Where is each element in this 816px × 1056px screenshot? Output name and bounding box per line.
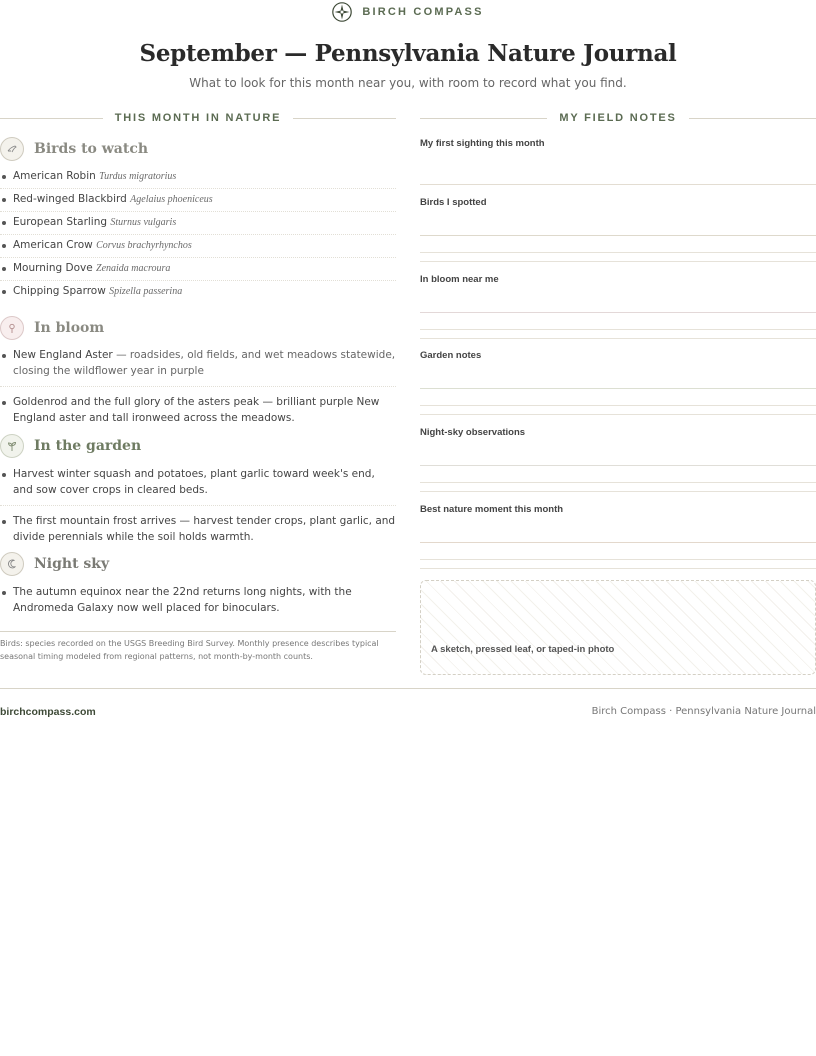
write-line[interactable]	[420, 312, 816, 313]
moon-icon	[0, 552, 24, 576]
list-item: American Crow Corvus brachyrhynchos	[0, 235, 396, 258]
sketch-label: A sketch, pressed leaf, or taped-in photo	[431, 644, 615, 655]
page-title: September — Pennsylvania Nature Journal	[139, 40, 677, 67]
brand	[0, 2, 816, 26]
section-heading-nature: THIS MONTH IN NATURE	[0, 110, 396, 126]
field-in-bloom[interactable]: In bloom near me	[420, 274, 816, 285]
write-line[interactable]	[420, 388, 816, 389]
category-night-sky	[0, 552, 396, 576]
write-line[interactable]	[420, 338, 816, 339]
list-item: New England Aster — roadsides, old fields, and wet meadows statewide, closing the wildflower year in purple	[0, 347, 396, 387]
category-title: In the garden	[34, 438, 142, 454]
compass-icon	[332, 2, 352, 22]
garden-list	[0, 466, 396, 559]
field-first-sighting[interactable]: My first sighting this month	[420, 138, 816, 149]
list-item: American Robin Turdus migratorius	[0, 166, 396, 189]
footer	[0, 688, 816, 718]
write-line[interactable]	[420, 414, 816, 415]
footer-url[interactable]: birchcompass.com	[0, 706, 96, 718]
bird-icon	[0, 137, 24, 161]
category-bloom	[0, 316, 396, 340]
list-item: Red-winged Blackbird Agelaius phoeniceus	[0, 189, 396, 212]
sprout-icon	[0, 434, 24, 458]
footer-credit: Birch Compass · Pennsylvania Nature Journal	[591, 706, 816, 717]
write-line[interactable]	[420, 261, 816, 262]
category-title: In bloom	[34, 320, 105, 336]
write-line[interactable]	[420, 491, 816, 492]
footnote: Birds: species recorded on the USGS Breeding Bird Survey. Monthly presence describes typical seasonal timing modeled from regional patterns, not month-by-month counts.	[0, 631, 396, 663]
bloom-list	[0, 347, 396, 440]
field-garden-notes[interactable]: Garden notes	[420, 350, 816, 361]
night-sky-list	[0, 584, 396, 630]
category-birds	[0, 137, 396, 161]
write-line[interactable]	[420, 465, 816, 466]
write-line[interactable]	[420, 235, 816, 236]
list-item: Goldenrod and the full glory of the asters peak — brilliant purple New England aster and tall ironweed across the meadows.	[0, 394, 396, 433]
write-line[interactable]	[420, 482, 816, 483]
list-item: Mourning Dove Zenaida macroura	[0, 258, 396, 281]
sketch-box[interactable]	[420, 580, 816, 675]
write-line[interactable]	[420, 542, 816, 543]
field-night-sky[interactable]: Night-sky observations	[420, 427, 816, 438]
brand-name: BIRCH COMPASS	[362, 6, 484, 18]
write-line[interactable]	[420, 184, 816, 185]
list-item: European Starling Sturnus vulgaris	[0, 212, 396, 235]
field-birds-spotted[interactable]: Birds I spotted	[420, 197, 816, 208]
section-heading-field-notes: MY FIELD NOTES	[420, 110, 816, 126]
category-garden	[0, 434, 396, 458]
field-best-moment[interactable]: Best nature moment this month	[420, 504, 816, 515]
list-item: The first mountain frost arrives — harvest tender crops, plant garlic, and divide perennials while the soil holds warmth.	[0, 513, 396, 552]
write-line[interactable]	[420, 329, 816, 330]
page-subtitle: What to look for this month near you, with room to record what you find.	[189, 76, 627, 90]
flower-icon	[0, 316, 24, 340]
category-title: Night sky	[34, 556, 110, 572]
bird-list	[0, 166, 396, 304]
list-item: Harvest winter squash and potatoes, plant garlic toward week's end, and sow cover crops in cleared beds.	[0, 466, 396, 506]
category-title: Birds to watch	[34, 141, 149, 157]
list-item: Chipping Sparrow Spizella passerina	[0, 281, 396, 304]
write-line[interactable]	[420, 559, 816, 560]
list-item: The autumn equinox near the 22nd returns long nights, with the Andromeda Galaxy now well placed for binoculars.	[0, 584, 396, 623]
write-line[interactable]	[420, 405, 816, 406]
write-line[interactable]	[420, 252, 816, 253]
write-line[interactable]	[420, 568, 816, 569]
